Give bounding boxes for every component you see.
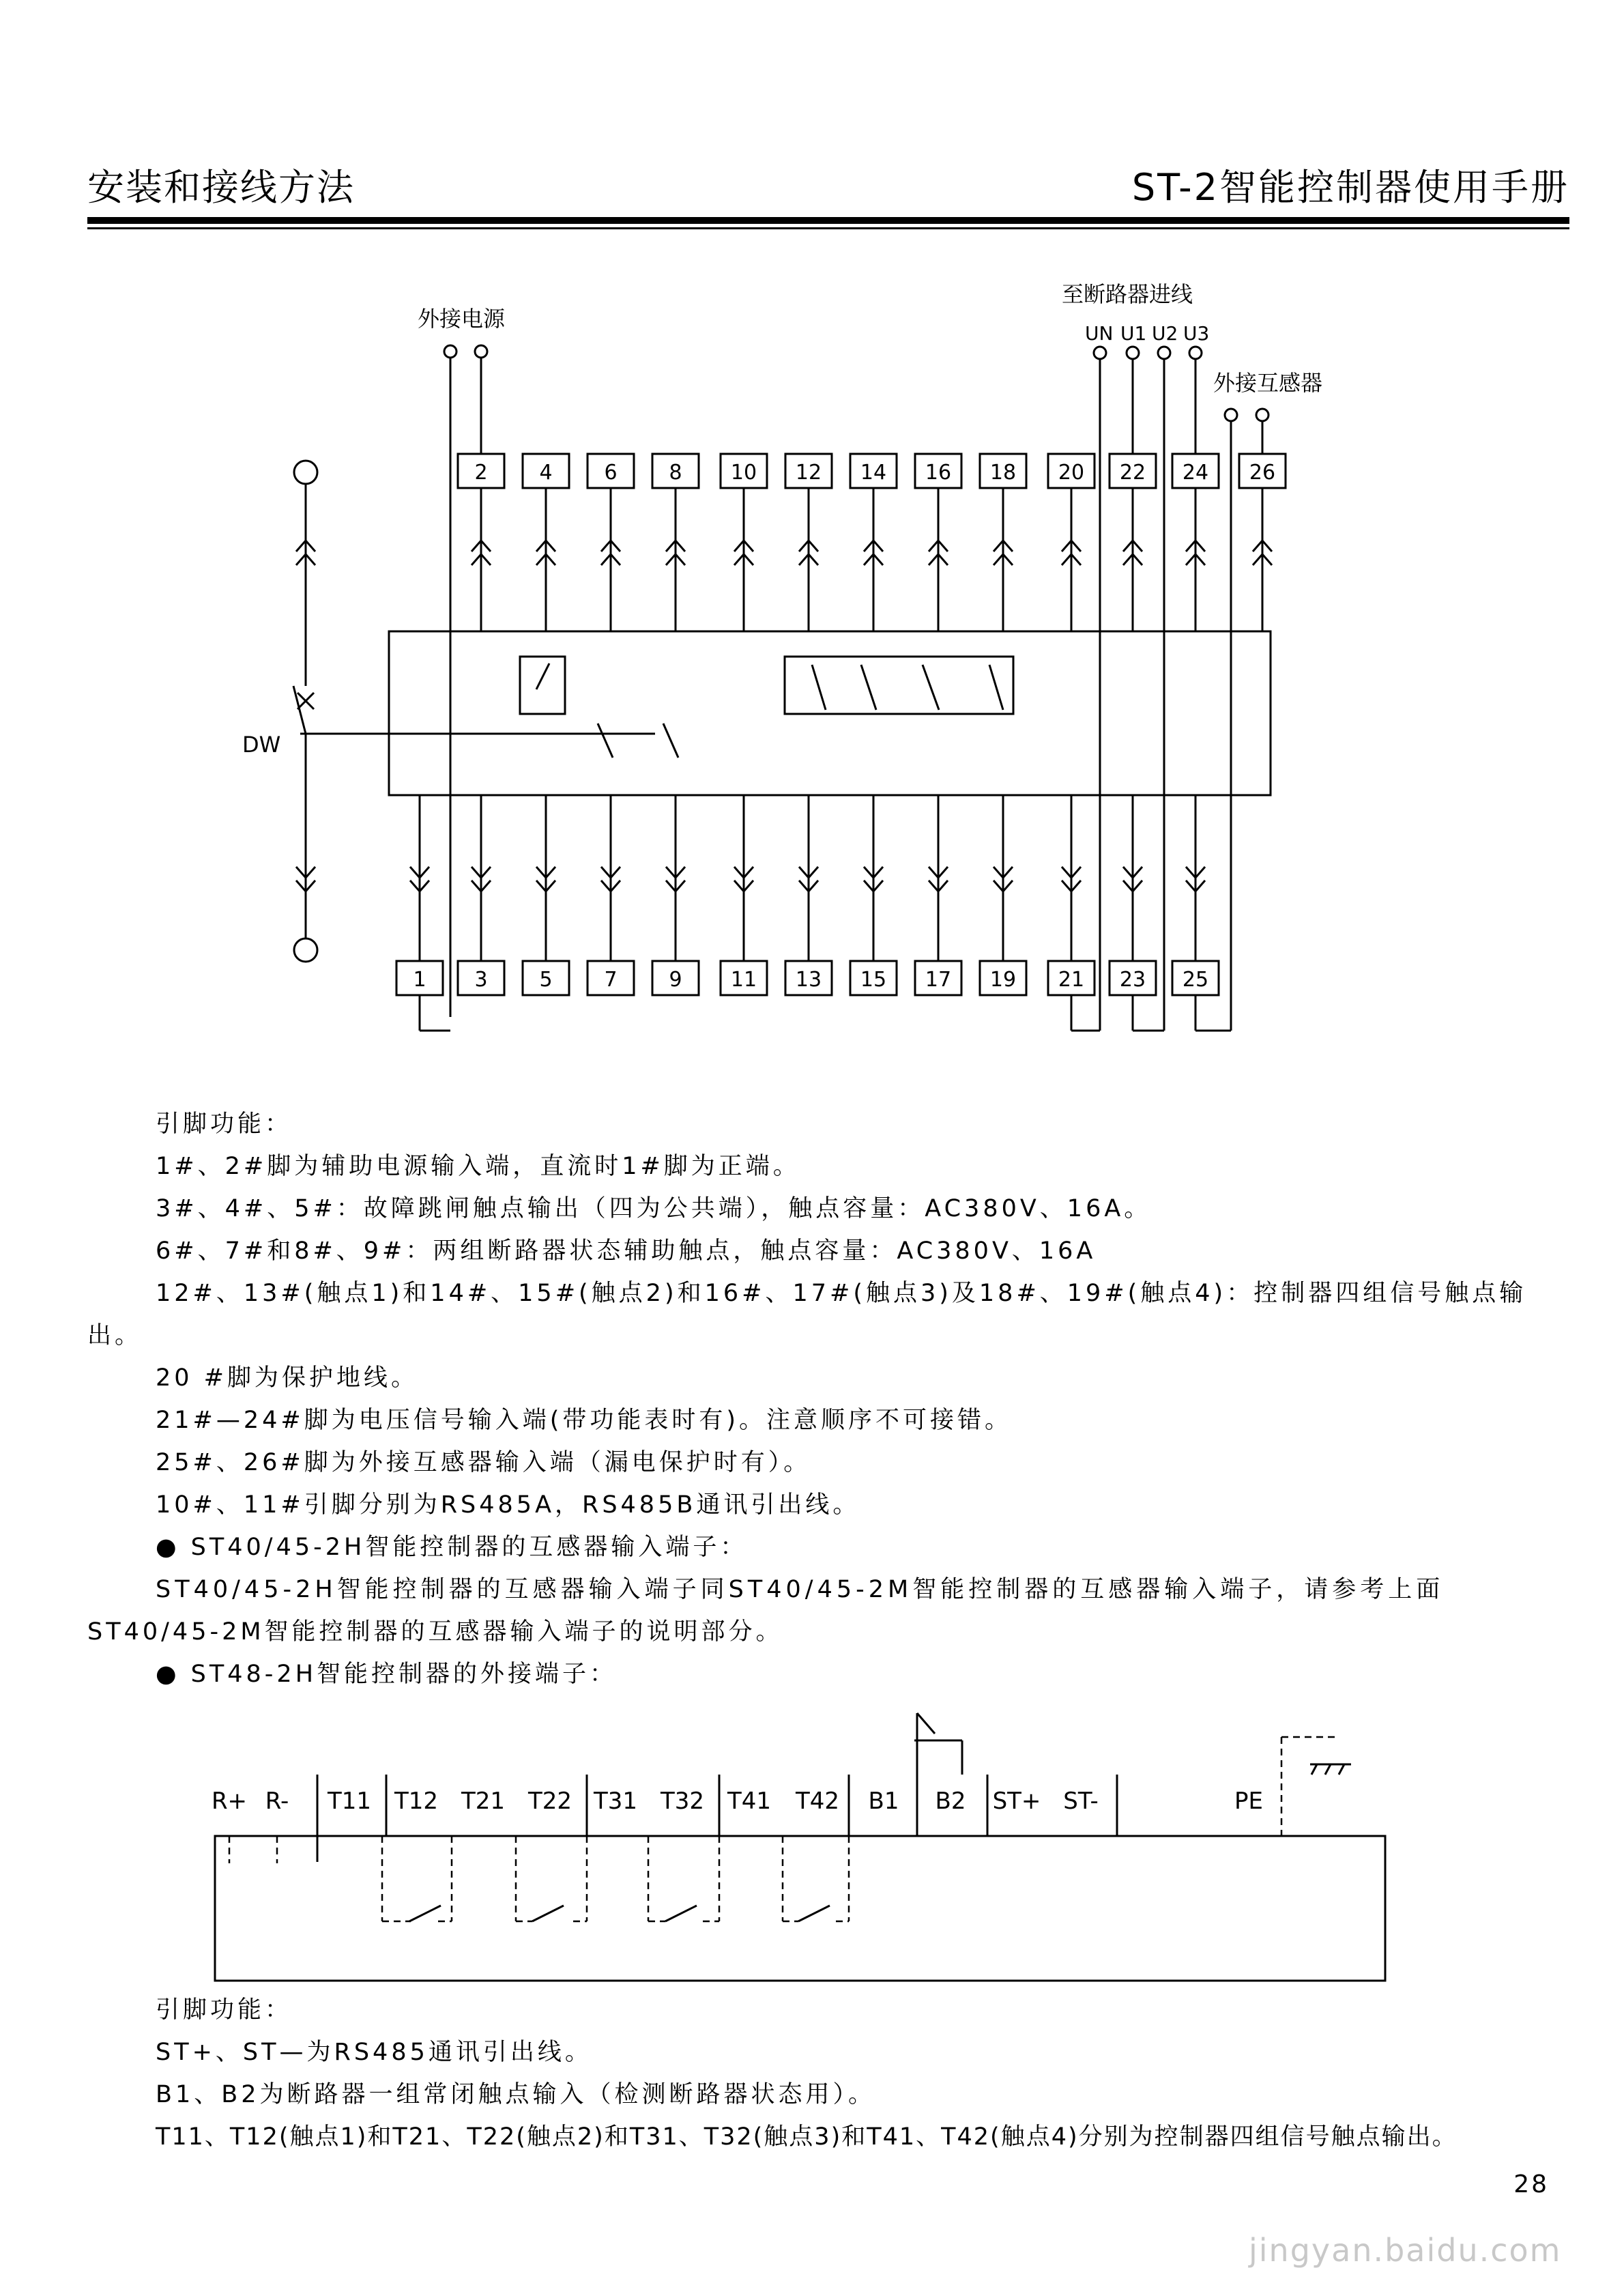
terminal-label-18: 18 bbox=[989, 461, 1017, 485]
st48-terminal-B2: B2 bbox=[935, 1788, 966, 1815]
st48-terminal-T22: T22 bbox=[527, 1788, 572, 1815]
terminal-label-21: 21 bbox=[1058, 968, 1085, 992]
terminal-label-24: 24 bbox=[1182, 461, 1209, 485]
section-title: 安装和接线方法 bbox=[87, 166, 355, 209]
st48-terminal-T21: T21 bbox=[461, 1788, 506, 1815]
breaker-bottom-circle bbox=[294, 938, 317, 962]
breaker-top-circle bbox=[294, 461, 317, 484]
breaker-inlet-label: 至断路器进线 bbox=[1062, 281, 1193, 307]
pin-desc-line: T11、T12(触点1)和T21、T22(触点2)和T31、T32(触点3)和T41、T42(触点4)分别为控制器四组信号触点输出。 bbox=[156, 2123, 1458, 2151]
terminal-label-17: 17 bbox=[925, 968, 952, 992]
pin-desc-line: 1#、2#脚为辅助电源输入端，直流时1#脚为正端。 bbox=[156, 1153, 800, 1180]
terminal-label-22: 22 bbox=[1119, 461, 1146, 485]
pin-desc-line: 10#、11#引脚分别为RS485A，RS485B通讯引出线。 bbox=[156, 1491, 860, 1519]
terminal-label-25: 25 bbox=[1182, 968, 1209, 992]
terminal-label-3: 3 bbox=[474, 968, 488, 992]
bullet-text: ST48-2H智能控制器的外接端子： bbox=[190, 1661, 618, 1688]
st48-terminal-Rx: R+ bbox=[211, 1788, 248, 1815]
pin-desc-line: 6#、7#和8#、9#：两组断路器状态辅助触点，触点容量：AC380V、16A bbox=[156, 1237, 1097, 1265]
terminal-label-14: 14 bbox=[860, 461, 887, 485]
pin-desc-line: B1、B2为断路器一组常闭触点输入（检测断路器状态用）。 bbox=[156, 2081, 876, 2108]
terminal-label-19: 19 bbox=[989, 968, 1017, 992]
voltage-pin-un: UN bbox=[1085, 322, 1114, 345]
terminal-label-23: 23 bbox=[1119, 968, 1146, 992]
st48-terminal-B1: B1 bbox=[868, 1788, 899, 1815]
terminal-label-4: 4 bbox=[539, 461, 553, 485]
dw-label: DW bbox=[242, 732, 281, 758]
terminal-label-26: 26 bbox=[1249, 461, 1276, 485]
external-power-label: 外接电源 bbox=[418, 306, 506, 332]
external-ct-label: 外接互感器 bbox=[1213, 370, 1323, 396]
pin-desc-line: ST+、ST—为RS485通讯引出线。 bbox=[156, 2039, 592, 2066]
terminal-label-8: 8 bbox=[669, 461, 682, 485]
pin-desc-line: 出。 bbox=[87, 1322, 143, 1349]
manual-title: ST-2智能控制器使用手册 bbox=[1131, 166, 1569, 209]
terminal-label-20: 20 bbox=[1058, 461, 1085, 485]
st48-terminal-PE: PE bbox=[1234, 1788, 1263, 1815]
wiring-diagram-1 bbox=[0, 0, 1624, 1106]
terminal-label-12: 12 bbox=[795, 461, 822, 485]
terminal-label-7: 7 bbox=[604, 968, 618, 992]
page-number: 28 bbox=[1513, 2170, 1549, 2198]
voltage-pin-u3: U3 bbox=[1183, 322, 1210, 345]
terminal-label-5: 5 bbox=[539, 968, 553, 992]
terminal-label-13: 13 bbox=[795, 968, 822, 992]
terminal-label-1: 1 bbox=[413, 968, 426, 992]
st48-terminal-T32: T32 bbox=[660, 1788, 705, 1815]
terminal-label-2: 2 bbox=[474, 461, 488, 485]
terminal-label-11: 11 bbox=[730, 968, 757, 992]
terminal-label-15: 15 bbox=[860, 968, 887, 992]
voltage-pin-u2: U2 bbox=[1152, 322, 1178, 345]
paragraph-line: ST40/45-2M智能控制器的互感器输入端子的说明部分。 bbox=[87, 1618, 783, 1646]
voltage-pin-u1: U1 bbox=[1120, 322, 1147, 345]
st48-terminal-T11: T11 bbox=[327, 1788, 372, 1815]
pin-desc-line: 25#、26#脚为外接互感器输入端（漏电保护时有）。 bbox=[156, 1449, 811, 1476]
watermark: jingyan.baidu.com bbox=[1249, 2232, 1562, 2269]
st48-terminal-T31: T31 bbox=[593, 1788, 638, 1815]
bullet-text: ST40/45-2H智能控制器的互感器输入端子： bbox=[190, 1534, 748, 1561]
paragraph-line: ST40/45-2H智能控制器的互感器输入端子同ST40/45-2M智能控制器的互感器输入端子，请参考上面 bbox=[156, 1576, 1445, 1603]
st48-terminal-STx: ST- bbox=[1063, 1788, 1099, 1815]
terminal-label-10: 10 bbox=[730, 461, 757, 485]
pin-desc-line: 12#、13#(触点1)和14#、15#(触点2)和16#、17#(触点3)及18#、19#(触点4)：控制器四组信号触点输 bbox=[156, 1280, 1527, 1307]
st48-terminal-T12: T12 bbox=[394, 1788, 439, 1815]
pin-desc-line: 3#、4#、5#：故障跳闸触点输出（四为公共端），触点容量：AC380V、16A。 bbox=[156, 1195, 1152, 1222]
st48-terminal-box bbox=[215, 1836, 1385, 1981]
terminal-label-9: 9 bbox=[669, 968, 682, 992]
pin-function-heading-2: 引脚功能： bbox=[156, 1996, 293, 2024]
st48-terminal-STx: ST+ bbox=[992, 1788, 1041, 1815]
pin-desc-line: 21#—24#脚为电压信号输入端(带功能表时有)。注意顺序不可接错。 bbox=[156, 1407, 1013, 1434]
bullet-heading: ● ST40/45-2H智能控制器的互感器输入端子： bbox=[156, 1534, 748, 1561]
st48-terminal-T42: T42 bbox=[795, 1788, 840, 1815]
terminal-label-16: 16 bbox=[925, 461, 952, 485]
bullet-heading: ● ST48-2H智能控制器的外接端子： bbox=[156, 1661, 618, 1688]
st48-terminal-Rx: R- bbox=[265, 1788, 289, 1815]
pin-function-heading: 引脚功能： bbox=[156, 1110, 293, 1138]
terminal-label-6: 6 bbox=[604, 461, 618, 485]
pin-desc-line: 20 #脚为保护地线。 bbox=[156, 1364, 418, 1392]
st48-terminal-T41: T41 bbox=[727, 1788, 772, 1815]
